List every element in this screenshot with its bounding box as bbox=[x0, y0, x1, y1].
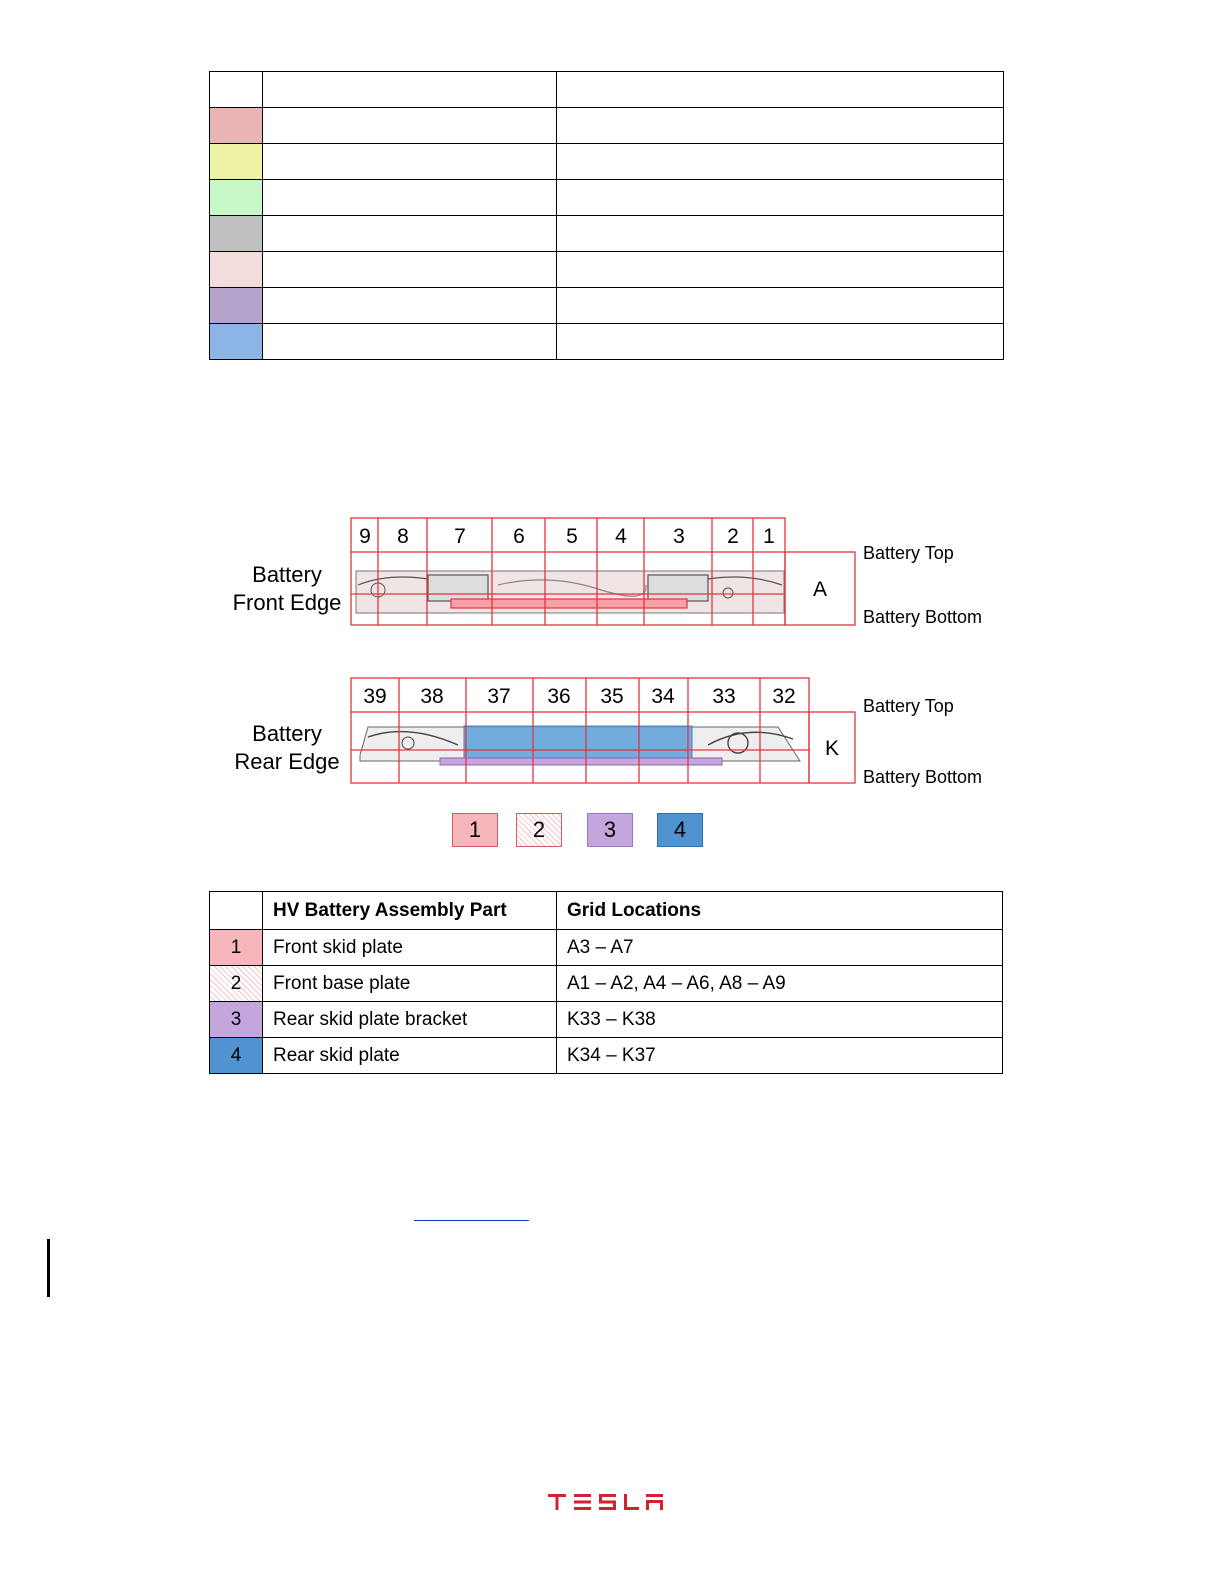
rear-col-label: 39 bbox=[363, 685, 387, 708]
hyperlink-underline[interactable] bbox=[414, 1220, 529, 1221]
color-legend-table bbox=[209, 71, 1004, 360]
front-battery-top-label: Battery Top bbox=[863, 543, 954, 563]
table-row bbox=[210, 930, 1003, 966]
legend-cell bbox=[557, 216, 1004, 252]
parts-header-row bbox=[210, 892, 1003, 930]
rear-skid-plate-bracket-overlay bbox=[440, 758, 722, 765]
legend-key-4: 4 bbox=[657, 813, 703, 847]
legend-cell bbox=[263, 288, 557, 324]
legend-swatch bbox=[210, 252, 263, 288]
legend-swatch bbox=[210, 288, 263, 324]
front-skid-plate-overlay bbox=[451, 599, 687, 608]
tesla-logo bbox=[548, 1493, 664, 1511]
rear-col-label: 37 bbox=[487, 685, 511, 708]
rear-skid-plate-overlay bbox=[464, 726, 692, 758]
rear-col-label: 32 bbox=[772, 685, 796, 708]
front-edge-title bbox=[222, 561, 352, 617]
legend-swatch bbox=[210, 108, 263, 144]
rear-battery-top-label: Battery Top bbox=[863, 696, 954, 716]
part-grid-cell: A3 – A7 bbox=[557, 930, 1003, 966]
part-name-cell: Rear skid plate bracket bbox=[263, 1002, 557, 1038]
legend-row bbox=[210, 108, 1004, 144]
legend-cell bbox=[263, 252, 557, 288]
rear-col-label: 35 bbox=[600, 685, 624, 708]
legend-cell bbox=[557, 108, 1004, 144]
legend-row bbox=[210, 144, 1004, 180]
front-edge-title-line2: Front Edge bbox=[232, 590, 342, 615]
legend-cell bbox=[263, 108, 557, 144]
legend-row bbox=[210, 288, 1004, 324]
parts-header-key bbox=[210, 892, 263, 930]
change-bar bbox=[47, 1239, 50, 1297]
rear-col-label: 38 bbox=[420, 685, 444, 708]
legend-swatch bbox=[210, 324, 263, 360]
part-key-cell: 3 bbox=[210, 1002, 263, 1038]
part-grid-cell: A1 – A2, A4 – A6, A8 – A9 bbox=[557, 966, 1003, 1002]
table-row bbox=[210, 1002, 1003, 1038]
front-edge-title-line1: Battery bbox=[252, 562, 322, 587]
parts-table bbox=[209, 891, 1003, 1074]
legend-row bbox=[210, 216, 1004, 252]
legend-row bbox=[210, 180, 1004, 216]
legend-cell bbox=[557, 144, 1004, 180]
rear-col-label: 33 bbox=[712, 685, 736, 708]
legend-cell bbox=[557, 180, 1004, 216]
front-row-letter: A bbox=[812, 578, 828, 601]
legend-key-1: 1 bbox=[452, 813, 498, 847]
rear-edge-title-line1: Battery bbox=[252, 721, 322, 746]
legend-cell bbox=[557, 324, 1004, 360]
rear-col-label: 34 bbox=[651, 685, 675, 708]
front-col-label: 3 bbox=[673, 525, 685, 548]
legend-key-2: 2 bbox=[516, 813, 562, 847]
front-col-label: 1 bbox=[763, 525, 775, 548]
legend-cell bbox=[263, 72, 557, 108]
legend-row bbox=[210, 252, 1004, 288]
front-col-label: 7 bbox=[454, 525, 466, 548]
part-key-cell: 2 bbox=[210, 966, 263, 1002]
front-col-label: 4 bbox=[615, 525, 627, 548]
rear-battery-bottom-label: Battery Bottom bbox=[863, 767, 983, 787]
front-col-label: 5 bbox=[566, 525, 578, 548]
legend-cell bbox=[263, 216, 557, 252]
legend-cell bbox=[263, 324, 557, 360]
legend-key-3: 3 bbox=[587, 813, 633, 847]
front-col-label: 8 bbox=[397, 525, 409, 548]
legend-cell bbox=[557, 252, 1004, 288]
legend-swatch bbox=[210, 216, 263, 252]
front-col-label: 2 bbox=[727, 525, 739, 548]
legend-header-row bbox=[210, 72, 1004, 108]
part-key-cell: 1 bbox=[210, 930, 263, 966]
table-row bbox=[210, 1038, 1003, 1074]
table-row bbox=[210, 966, 1003, 1002]
part-name-cell: Front skid plate bbox=[263, 930, 557, 966]
legend-cell bbox=[557, 288, 1004, 324]
parts-header-grid: Grid Locations bbox=[557, 892, 1003, 930]
rear-col-label: 36 bbox=[547, 685, 571, 708]
part-key-cell: 4 bbox=[210, 1038, 263, 1074]
part-name-cell: Front base plate bbox=[263, 966, 557, 1002]
rear-edge-title bbox=[222, 720, 352, 776]
front-battery-grid bbox=[348, 515, 860, 629]
legend-swatch-header bbox=[210, 72, 263, 108]
legend-swatch bbox=[210, 180, 263, 216]
rear-edge-title-line2: Rear Edge bbox=[234, 749, 340, 774]
rear-row-letter: K bbox=[824, 737, 840, 760]
legend-cell bbox=[263, 180, 557, 216]
parts-header-part: HV Battery Assembly Part bbox=[263, 892, 557, 930]
rear-battery-grid bbox=[348, 675, 860, 789]
legend-row bbox=[210, 324, 1004, 360]
legend-cell bbox=[557, 72, 1004, 108]
part-name-cell: Rear skid plate bbox=[263, 1038, 557, 1074]
part-grid-cell: K34 – K37 bbox=[557, 1038, 1003, 1074]
front-col-label: 6 bbox=[513, 525, 525, 548]
part-grid-cell: K33 – K38 bbox=[557, 1002, 1003, 1038]
legend-swatch bbox=[210, 144, 263, 180]
legend-cell bbox=[263, 144, 557, 180]
front-col-label: 9 bbox=[359, 525, 371, 548]
front-battery-bottom-label: Battery Bottom bbox=[863, 607, 983, 627]
